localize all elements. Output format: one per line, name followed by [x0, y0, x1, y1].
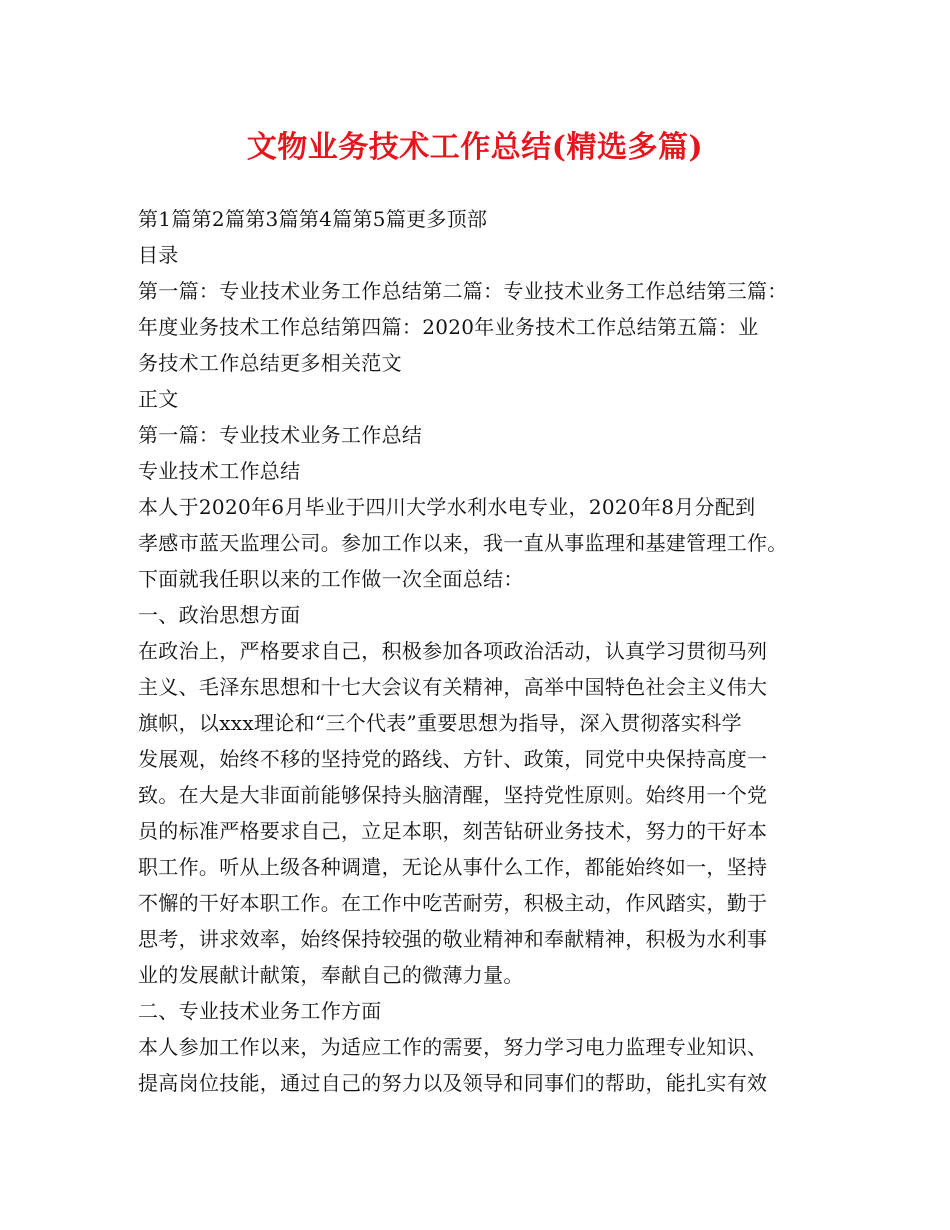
- document-body: [138, 201, 828, 1101]
- section-title: 专业技术工作总结: [138, 459, 301, 483]
- part-one-heading: 第一篇：专业技术业务工作总结: [138, 423, 423, 447]
- paragraph-line: 职工作。听从上级各种调遣，无论从事什么工作，都能始终如一，坚持: [138, 855, 768, 879]
- paragraph-line: 提高岗位技能，通过自己的努力以及领导和同事们的帮助，能扎实有效: [138, 1071, 768, 1095]
- toc-line: 年度业务技术工作总结第四篇：2020年业务技术工作总结第五篇：业: [138, 315, 759, 339]
- nav-line-parts: 第1篇第2篇第3篇第4篇第5篇更多顶部: [138, 207, 488, 231]
- paragraph-line: 员的标准严格要求自己，立足本职，刻苦钻研业务技术，努力的干好本: [138, 819, 768, 843]
- paragraph-line: 在政治上，严格要求自己，积极参加各项政治活动，认真学习贯彻马列: [138, 639, 768, 663]
- toc-heading: 目录: [138, 243, 179, 267]
- paragraph-line: 本人于2020年6月毕业于四川大学水利水电专业，2020年8月分配到: [138, 495, 756, 519]
- paragraph-line: 下面就我任职以来的工作做一次全面总结：: [138, 567, 524, 591]
- paragraph-line: 主义、毛泽东思想和十七大会议有关精神，高举中国特色社会主义伟大: [138, 675, 768, 699]
- paragraph-line: 致。在大是大非面前能够保持头脑清醒，坚持党性原则。始终用一个党: [138, 783, 768, 807]
- paragraph-line: 不懈的干好本职工作。在工作中吃苦耐劳，积极主动，作风踏实，勤于: [138, 891, 768, 915]
- paragraph-line: 本人参加工作以来，为适应工作的需要，努力学习电力监理专业知识、: [138, 1035, 768, 1059]
- body-heading: 正文: [138, 387, 179, 411]
- document-title: 文物业务技术工作总结(精选多篇): [246, 130, 704, 165]
- subsection-heading: 一、政治思想方面: [138, 603, 301, 627]
- toc-line: 务技术工作总结更多相关范文: [138, 351, 402, 375]
- toc-line: 第一篇：专业技术业务工作总结第二篇：专业技术业务工作总结第三篇：: [138, 279, 788, 303]
- paragraph-line: 旗帜，以xxx理论和“三个代表”重要思想为指导，深入贯彻落实科学: [138, 711, 742, 735]
- paragraph-line: 孝感市蓝天监理公司。参加工作以来，我一直从事监理和基建管理工作。: [138, 531, 788, 555]
- paragraph-line: 思考，讲求效率，始终保持较强的敬业精神和奉献精神，积极为水利事: [138, 927, 768, 951]
- paragraph-line: 业的发展献计献策，奉献自己的微薄力量。: [138, 963, 524, 987]
- paragraph-line: 发展观，始终不移的坚持党的路线、方针、政策，同党中央保持高度一: [138, 747, 768, 771]
- subsection-heading: 二、专业技术业务工作方面: [138, 999, 382, 1023]
